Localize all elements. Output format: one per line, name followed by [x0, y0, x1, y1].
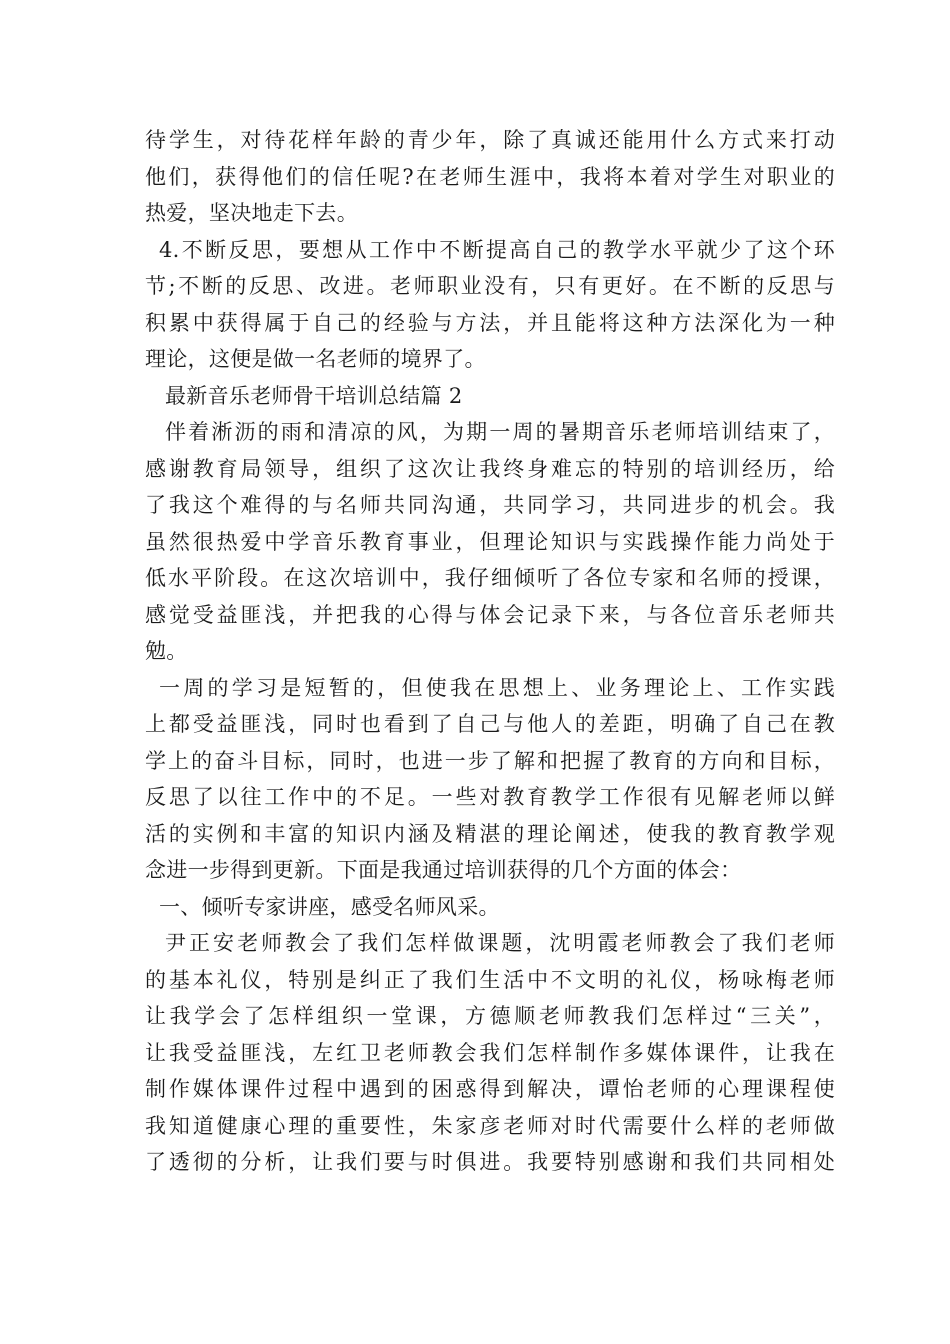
- document-body: [145, 122, 835, 1181]
- text-line: 制作媒体课件过程中遇到的困惑得到解决，谭怡老师的心理课程使: [145, 1077, 835, 1101]
- text-line: 学上的奋斗目标，同时，也进一步了解和把握了教育的方向和目标，: [145, 748, 835, 773]
- text-line: 尹正安老师教会了我们怎样做课题，沈明霞老师教会了我们老师: [165, 931, 835, 955]
- text-line: 的基本礼仪，特别是纠正了我们生活中不文明的礼仪，杨咏梅老师: [145, 967, 835, 992]
- text-line: 念进一步得到更新。下面是我通过培训获得的几个方面的体会：: [145, 858, 742, 882]
- text-line: 一、倾听专家讲座，感受名师风采。: [159, 894, 500, 919]
- text-line: 一周的学习是短暂的，但使我在思想上、业务理论上、工作实践: [159, 675, 835, 700]
- text-line: 了我这个难得的与名师共同沟通，共同学习，共同进步的机会。我: [145, 493, 835, 517]
- text-line: 上都受益匪浅，同时也看到了自己与他人的差距，明确了自己在教: [145, 712, 835, 736]
- text-line: 勉。: [145, 639, 188, 663]
- text-line: 他们，获得他们的信任呢?在老师生涯中，我将本着对学生对职业的: [145, 164, 835, 189]
- text-line: 活的实例和丰富的知识内涵及精湛的理论阐述，使我的教育教学观: [145, 821, 835, 846]
- text-line: 待学生，对待花样年龄的青少年，除了真诚还能用什么方式来打动: [145, 128, 835, 152]
- text-line: 4.不断反思，要想从工作中不断提高自己的教学水平就少了这个环: [159, 237, 835, 262]
- text-line: 感谢教育局领导，组织了这次让我终身难忘的特别的培训经历，给: [145, 456, 835, 481]
- text-line: 低水平阶段。在这次培训中，我仔细倾听了各位专家和名师的授课，: [145, 566, 835, 590]
- text-line: 让我学会了怎样组织一堂课，方德顺老师教我们怎样过“三关”，: [145, 1004, 835, 1028]
- text-line: 理论，这便是做一名老师的境界了。: [145, 347, 486, 371]
- text-line: 虽然很热爱中学音乐教育事业，但理论知识与实践操作能力尚处于: [145, 529, 835, 554]
- text-line: 让我受益匪浅，左红卫老师教会我们怎样制作多媒体课件，让我在: [145, 1040, 835, 1065]
- text-line: 最新音乐老师骨干培训总结篇 2: [165, 383, 463, 408]
- text-line: 了透彻的分析，让我们要与时俱进。我要特别感谢和我们共同相处: [145, 1150, 835, 1174]
- text-line: 反思了以往工作中的不足。一些对教育教学工作很有见解老师以鲜: [145, 785, 835, 809]
- text-line: 我知道健康心理的重要性，朱家彦老师对时代需要什么样的老师做: [145, 1113, 835, 1138]
- text-line: 感觉受益匪浅，并把我的心得与体会记录下来，与各位音乐老师共: [145, 602, 835, 627]
- text-line: 节;不断的反思、改进。老师职业没有，只有更好。在不断的反思与: [145, 274, 835, 298]
- text-line: 积累中获得属于自己的经验与方法，并且能将这种方法深化为一种: [145, 310, 835, 335]
- text-line: 热爱，坚决地走下去。: [145, 201, 358, 225]
- text-line: 伴着淅沥的雨和清凉的风，为期一周的暑期音乐老师培训结束了，: [165, 420, 835, 444]
